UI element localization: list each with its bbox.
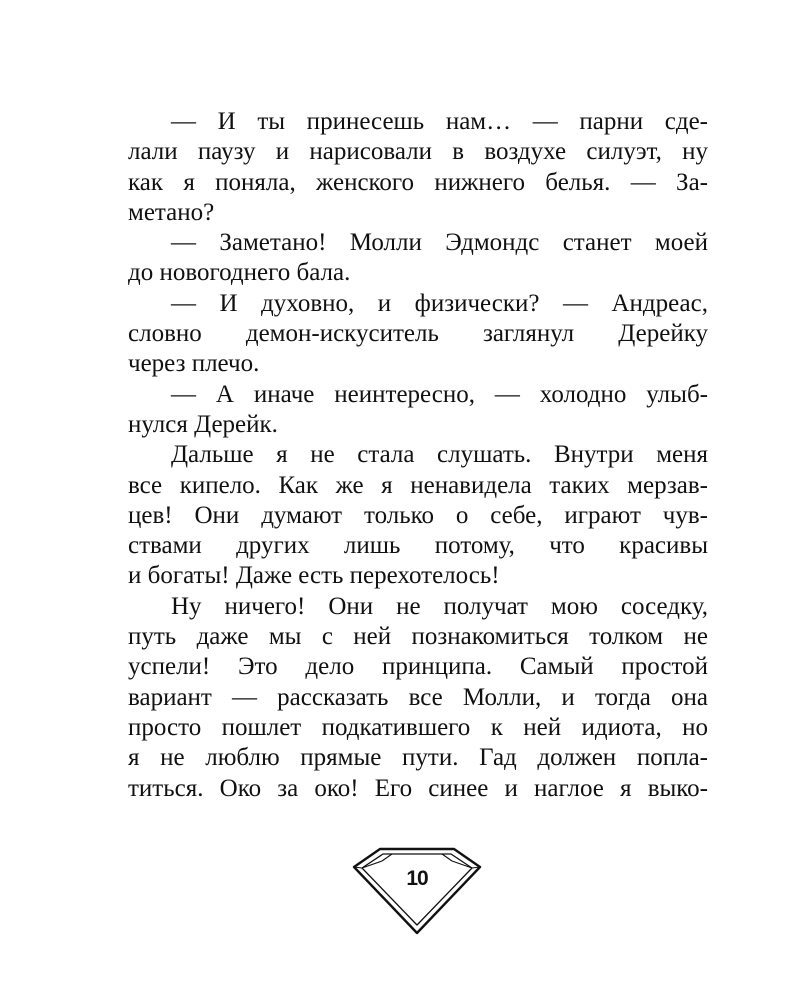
text-line: все кипело. Как же я ненавидела таких мерзав- [128,471,708,499]
text-line: Ну ничего! Они не получат мою соседку, [171,592,708,620]
text-line: Дальше я не стала слушать. Внутри меня [171,441,708,469]
text-line: цев! Они думают только о себе, играют чув- [128,501,708,529]
text-line: — А иначе неинтересно, — холодно улыб- [171,380,708,408]
text-line: — Заметано! Молли Эдмондс станет моей [171,229,708,257]
page-number: 10 [406,867,428,890]
text-line: я не люблю прямые пути. Гад должен попла- [128,744,708,772]
text-line: вариант — рассказать все Молли, и тогда она [128,683,708,711]
text-line: просто пошлет подкатившего к ней идиота, но [128,713,708,741]
text-line: титься. Око за око! Его синее и наглое я выко- [128,774,708,802]
page-number-badge [352,845,482,935]
text-line: путь даже мы с ней познакомиться толком не [128,623,708,651]
text-line: лали паузу и нарисовали в воздухе силуэт, ну [128,138,708,166]
text-line: — И духовно, и физически? — Андреас, [171,289,708,317]
text-line: как я поняла, женского нижнего белья. — За- [128,168,708,196]
page-body-text [128,107,708,804]
text-line: до новогоднего бала. [128,259,351,287]
text-line: метано? [128,198,215,226]
text-line: через плечо. [128,350,260,378]
text-line: и богаты! Даже есть перехотелось! [128,562,500,590]
text-line: — И ты принесешь нам… — парни сде- [171,108,708,135]
text-line: успели! Это дело принципа. Самый простой [128,653,708,681]
text-line: ствами других лишь потому, что красивы [128,532,708,560]
text-line: словно демон-искуситель заглянул Дерейку [128,320,708,348]
text-line: нулся Дерейк. [128,410,278,438]
